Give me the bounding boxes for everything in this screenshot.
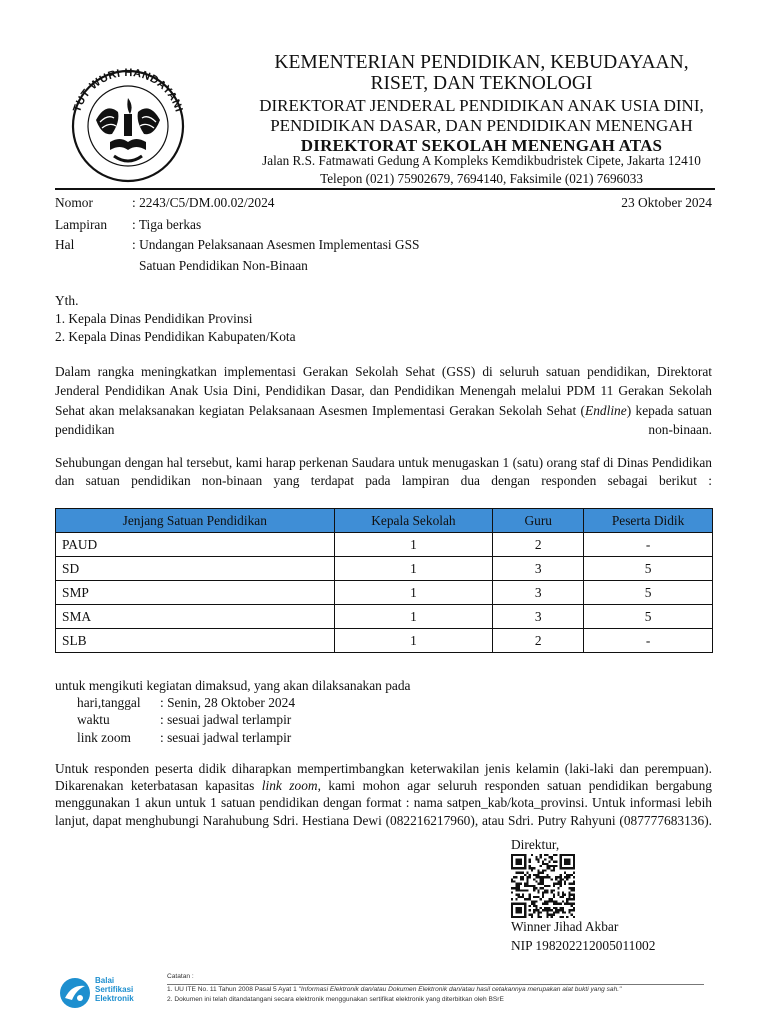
cell-peserta-didik: 5 [584, 581, 713, 605]
paragraph-closing-italic: link zoom [261, 778, 318, 794]
recipient-1: 1. Kepala Dinas Pendidikan Provinsi [55, 311, 253, 326]
hal-value-line-2: Satuan Pendidikan Non-Binaan [139, 258, 308, 273]
link-zoom-value: : sesuai jadwal terlampir [160, 730, 292, 745]
letter-date: 23 Oktober 2024 [621, 195, 712, 210]
cell-guru: 3 [493, 581, 584, 605]
hari-tanggal-label: hari,tanggal [77, 695, 141, 710]
office-phone: Telepon (021) 75902679, 7694140, Faksimile (021) 7696033 [320, 171, 643, 186]
ministry-name-line-1: KEMENTERIAN PENDIDIKAN, KEBUDAYAAN, [274, 52, 689, 73]
cell-jenjang: SMA [56, 605, 335, 629]
cell-kepala-sekolah: 1 [334, 533, 493, 557]
signatory-name: Winner Jihad Akbar [511, 919, 619, 934]
hal-value-line-1: : Undangan Pelaksanaan Asesmen Implementasi GSS [132, 237, 420, 252]
footer-note-1 [167, 986, 621, 993]
header-peserta-didik: Peserta Didik [584, 509, 713, 533]
bsre-name-line-3: Elektronik [95, 994, 134, 1003]
waktu-value: : sesuai jadwal terlampir [160, 712, 292, 727]
cell-guru: 3 [493, 605, 584, 629]
nomor-label: Nomor [55, 195, 93, 210]
paragraph-intro-italic: Endline [585, 402, 627, 418]
tut-wuri-handayani-logo [62, 62, 194, 188]
ministry-name-line-2: RISET, DAN TEKNOLOGI [370, 73, 593, 94]
hari-tanggal-value: : Senin, 28 Oktober 2024 [160, 695, 296, 710]
table-header-row [56, 509, 713, 533]
directorate-name: DIREKTORAT SEKOLAH MENENGAH ATAS [300, 136, 663, 155]
recipient-2: 2. Kepala Dinas Pendidikan Kabupaten/Kota [55, 329, 296, 344]
footer-note-1-prefix: 1. UU ITE No. 11 Tahun 2008 Pasal 5 Ayat 1 [167, 986, 299, 993]
table-row [56, 629, 713, 653]
cell-peserta-didik: 5 [584, 557, 713, 581]
cell-kepala-sekolah: 1 [334, 605, 493, 629]
cell-guru: 2 [493, 533, 584, 557]
cell-peserta-didik: 5 [584, 605, 713, 629]
cell-peserta-didik: - [584, 533, 713, 557]
paragraph-closing-text-end: , kami mohon agar seluruh responden satuan pendidikan bergabung menggunakan 1 akun untuk 1 satuan pendidikan dengan format : nama satpen_kab/kota_provinsi. Untuk informasi lebih lanjut, dapat menghubungi Narahubung Sdri. Hestiana Dewi (082216217960), atau Sdri. Putry Rahyuni (087777683136). [55, 778, 712, 828]
cell-jenjang: SMP [56, 581, 335, 605]
hal-label: Hal [55, 237, 75, 252]
bsre-name-line-2: Sertifikasi [95, 985, 134, 994]
table-row [56, 581, 713, 605]
respondent-table [55, 508, 713, 653]
cell-jenjang: SD [56, 557, 335, 581]
paragraph-request: Sehubungan dengan hal tersebut, kami harap perkenan Saudara untuk menugaskan 1 (satu) orang staf di Dinas Pendidikan dan satuan pendidikan non-binaan yang terdapat pada lampiran dua dengan responden sebagai berikut : [55, 455, 712, 488]
paragraph-intro-text-end: ) kepada satuan pendidikan non-binaan. [55, 402, 713, 437]
footer-note-1-quote: "Informasi Elektronik dan/atau Dokumen Elektronik dan/atau hasil cetakannya merupakan alat bukti yang sah." [298, 986, 622, 993]
cell-kepala-sekolah: 1 [334, 557, 493, 581]
paragraph-closing-text: Untuk responden peserta didik diharapkan mempertimbangkan keterwakilan jenis kelamin (laki-laki dan perempuan). Dikarenakan keterbatasan kapasitas [55, 761, 712, 794]
bsre-name-line-1: Balai [95, 976, 115, 985]
directorate-general-line-2: PENDIDIKAN DASAR, DAN PENDIDIKAN MENENGAH [270, 116, 693, 135]
cell-jenjang: PAUD [56, 533, 335, 557]
table-row [56, 605, 713, 629]
header-kepala-sekolah: Kepala Sekolah [334, 509, 493, 533]
paragraph-intro-text: Dalam rangka meningkatkan implementasi Gerakan Sekolah Sehat (GSS) di seluruh satuan pendidikan, Direktorat Jenderal Pendidikan Anak Usia Dini, Pendidikan Dasar, dan Pendidikan Menengah melalui PDM 11 Gerakan Sekolah Sehat akan melaksanakan kegiatan Pelaksanaan Asesmen Implementasi Gerakan Sekolah Sehat ( [55, 364, 712, 418]
bsre-name [95, 976, 134, 1003]
cell-kepala-sekolah: 1 [334, 629, 493, 653]
signatory-title: Direktur, [511, 837, 560, 852]
cell-guru: 2 [493, 629, 584, 653]
lampiran-label: Lampiran [55, 217, 108, 232]
svg-text:TUT WURI HANDAYANI: TUT WURI HANDAYANI [71, 66, 185, 114]
directorate-general-line-1: DIREKTORAT JENDERAL PENDIDIKAN ANAK USIA DINI, [259, 96, 704, 115]
signatory-nip: NIP 198202212005011002 [511, 938, 656, 953]
greeting: Yth. [55, 293, 79, 308]
footer-note-2: 2. Dokumen ini telah ditandatangani secara elektronik menggunakan sertifikat elektronik yang diterbitkan oleh BSrE [167, 996, 504, 1003]
footer-divider [167, 984, 704, 985]
cell-guru: 3 [493, 557, 584, 581]
schedule-intro: untuk mengikuti kegiatan dimaksud, yang akan dilaksanakan pada [55, 678, 411, 693]
cell-kepala-sekolah: 1 [334, 581, 493, 605]
link-zoom-label: link zoom [77, 730, 131, 745]
cell-jenjang: SLB [56, 629, 335, 653]
header-jenjang: Jenjang Satuan Pendidikan [56, 509, 335, 533]
header-guru: Guru [493, 509, 584, 533]
table-row [56, 557, 713, 581]
bsre-logo-icon [58, 976, 92, 1010]
paragraph-intro [55, 362, 712, 458]
paragraph-closing [55, 760, 712, 846]
table-row [56, 533, 713, 557]
office-address: Jalan R.S. Fatmawati Gedung A Kompleks Kemdikbudristek Cipete, Jakarta 12410 [262, 153, 701, 168]
letterhead-divider [55, 188, 715, 190]
cell-peserta-didik: - [584, 629, 713, 653]
footer-catatan: Catatan : [167, 973, 194, 980]
nomor-value: : 2243/C5/DM.00.02/2024 [132, 195, 275, 210]
waktu-label: waktu [77, 712, 110, 727]
signature-qr-code [511, 854, 575, 918]
lampiran-value: : Tiga berkas [132, 217, 202, 232]
